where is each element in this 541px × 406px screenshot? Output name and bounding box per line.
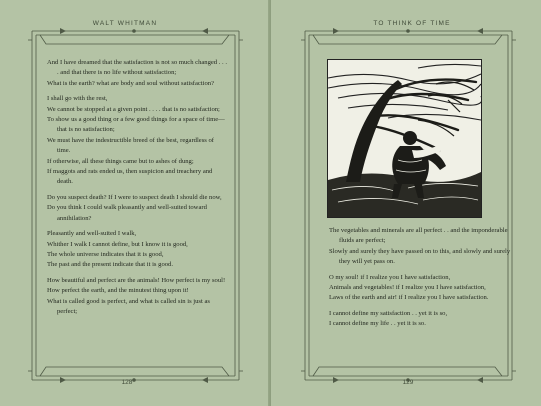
poem-line: Slowly and surely they have passed on to this, and slowly and surely they will yet pass on. [329, 247, 511, 266]
woodcut-figures-under-windswept-tree-icon [327, 59, 482, 218]
poem-line: If otherwise, all these things came but to ashes of dung; [47, 157, 194, 165]
poem-line: O my soul! if I realize you I have satisfaction, [329, 273, 451, 281]
poem-line: And I have dreamed that the satisfaction is not so much changed . . . . and that there is no life without satisfaction; [47, 59, 227, 77]
poem-line: Do you think I could walk pleasantly and well-suited toward annihilation? [47, 204, 207, 222]
poem-line: Pleasantly and well-suited I walk, [47, 230, 137, 238]
poem-line: What is the earth? what are body and soul without satisfaction? [47, 79, 214, 87]
stanza [47, 229, 227, 271]
page-number: 129 [402, 379, 414, 386]
poem-line: I cannot define my satisfaction . . yet it is so, [329, 309, 448, 317]
running-header: WALT WHITMAN [92, 20, 158, 27]
page-number: 128 [121, 379, 133, 386]
poem-line: Whither I walk I cannot define, but I know it is good, [47, 240, 188, 248]
poem-line: The whole universe indicates that it is good, [47, 250, 164, 258]
stanza [329, 309, 519, 330]
running-header: TO THINK OF TIME [373, 20, 451, 27]
poem-text [329, 226, 519, 335]
poem-text [47, 58, 227, 322]
stanza [329, 226, 519, 268]
poem-line: We must have the indestructible breed of the best, regardless of time. [47, 136, 215, 155]
poem-line: The past and the present indicate that it is good. [47, 261, 173, 269]
poem-line: What is called good is perfect, and what is called sin is just as perfect; [47, 297, 210, 315]
stanza [47, 58, 227, 89]
poem-line: Animals and vegetables! if I realize you I have satisfaction, [329, 284, 486, 292]
poem-line: We cannot be stopped at a given point . . . . that is no satisfaction; [47, 105, 220, 113]
poem-line: How beautiful and perfect are the animals! How perfect is my soul! [47, 276, 226, 284]
stanza [329, 273, 519, 304]
poem-line: Laws of the earth and air! if I realize you I have satisfaction. [329, 294, 489, 302]
poem-line: To show us a good thing or a few good things for a space of time—that is no satisfaction; [47, 116, 225, 134]
poem-line: Do you suspect death? If I were to suspect death I should die now, [47, 193, 222, 201]
poem-line: The vegetables and minerals are all perfect . . and the imponderable fluids are perfect; [329, 227, 508, 245]
right-page [271, 0, 541, 406]
poem-line: I shall go with the rest, [47, 95, 108, 103]
poem-line: I cannot define my life . . yet it is so. [329, 320, 426, 328]
stanza [47, 193, 227, 224]
stanza [47, 276, 227, 318]
poem-line: How perfect the earth, and the minutest thing upon it! [47, 287, 189, 295]
stanza [47, 94, 227, 188]
poem-line: If maggots and rats ended us, then suspicion and treachery and death. [47, 168, 213, 186]
left-page [0, 0, 270, 406]
